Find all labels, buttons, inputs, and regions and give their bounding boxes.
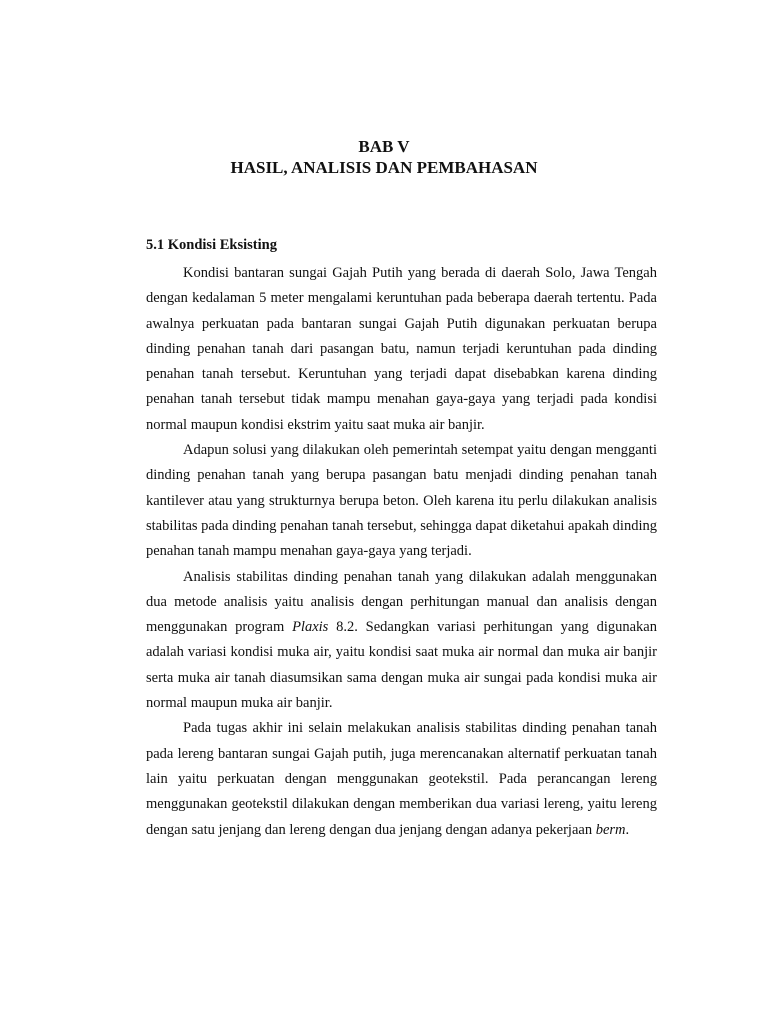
chapter-title: HASIL, ANALISIS DAN PEMBAHASAN <box>230 158 538 177</box>
paragraph-4-text-start: Pada tugas akhir ini selain melakukan analisis stabilitas dinding penahan tanah pada lereng bantaran sungai Gajah putih, juga merencanakan alternatif perkuatan tanah lain yaitu perkuatan dengan menggunakan geotekstil. Pada perancangan lereng menggunakan geotekstil dilakukan dengan memberikan dua variasi lereng, yaitu lereng dengan satu jenjang dan lereng dengan dua jenjang dengan adanya pekerjaan <box>146 720 657 838</box>
software-name: Plaxis <box>292 619 329 636</box>
paragraph-3 <box>146 565 657 717</box>
paragraph-4 <box>146 716 657 842</box>
paragraph-3-text-end: 8.2. Sedangkan variasi perhitungan yang digunakan adalah variasi kondisi muka air, yaitu kondisi saat muka air normal dan muka air banjir serta muka air tanah diasumsikan sama dengan muka air sungai pada kondisi muka air normal maupun muka air banjir. <box>146 619 657 712</box>
paragraph-4-text-end: . <box>625 821 630 838</box>
paragraph-1: Kondisi bantaran sungai Gajah Putih yang berada di daerah Solo, Jawa Tengah dengan kedalaman 5 meter mengalami keruntuhan pada beberapa daerah tertentu. Pada awalnya perkuatan pada bantaran sungai Gajah Putih digunakan perkuatan berupa dinding penahan tanah dari pasangan batu, namun terjadi keruntuhan pada dinding penahan tanah tersebut. Keruntuhan yang terjadi dapat disebabkan karena dinding penahan tanah tersebut tidak mampu menahan gaya-gaya yang terjadi pada kondisi normal maupun kondisi ekstrim yaitu saat muka air banjir. <box>146 265 657 433</box>
section-heading: 5.1 Kondisi Eksisting <box>146 237 277 253</box>
term-berm: berm <box>595 821 626 838</box>
paragraph-3-text-start: Analisis stabilitas dinding penahan tanah yang dilakukan adalah menggunakan dua metode analisis yaitu analisis dengan perhitungan manual dan analisis dengan menggunakan program <box>146 568 657 636</box>
body-text <box>146 261 657 843</box>
paragraph-2: Adapun solusi yang dilakukan oleh pemerintah setempat yaitu dengan mengganti dinding penahan tanah yang berupa pasangan batu menjadi dinding penahan tanah kantilever atau yang strukturnya berupa beton. Oleh karena itu perlu dilakukan analisis stabilitas pada dinding penahan tanah tersebut, sehingga dapat diketahui apakah dinding penahan tanah mampu menahan gaya-gaya yang terjadi. <box>146 442 657 560</box>
chapter-number: BAB V <box>358 137 410 156</box>
